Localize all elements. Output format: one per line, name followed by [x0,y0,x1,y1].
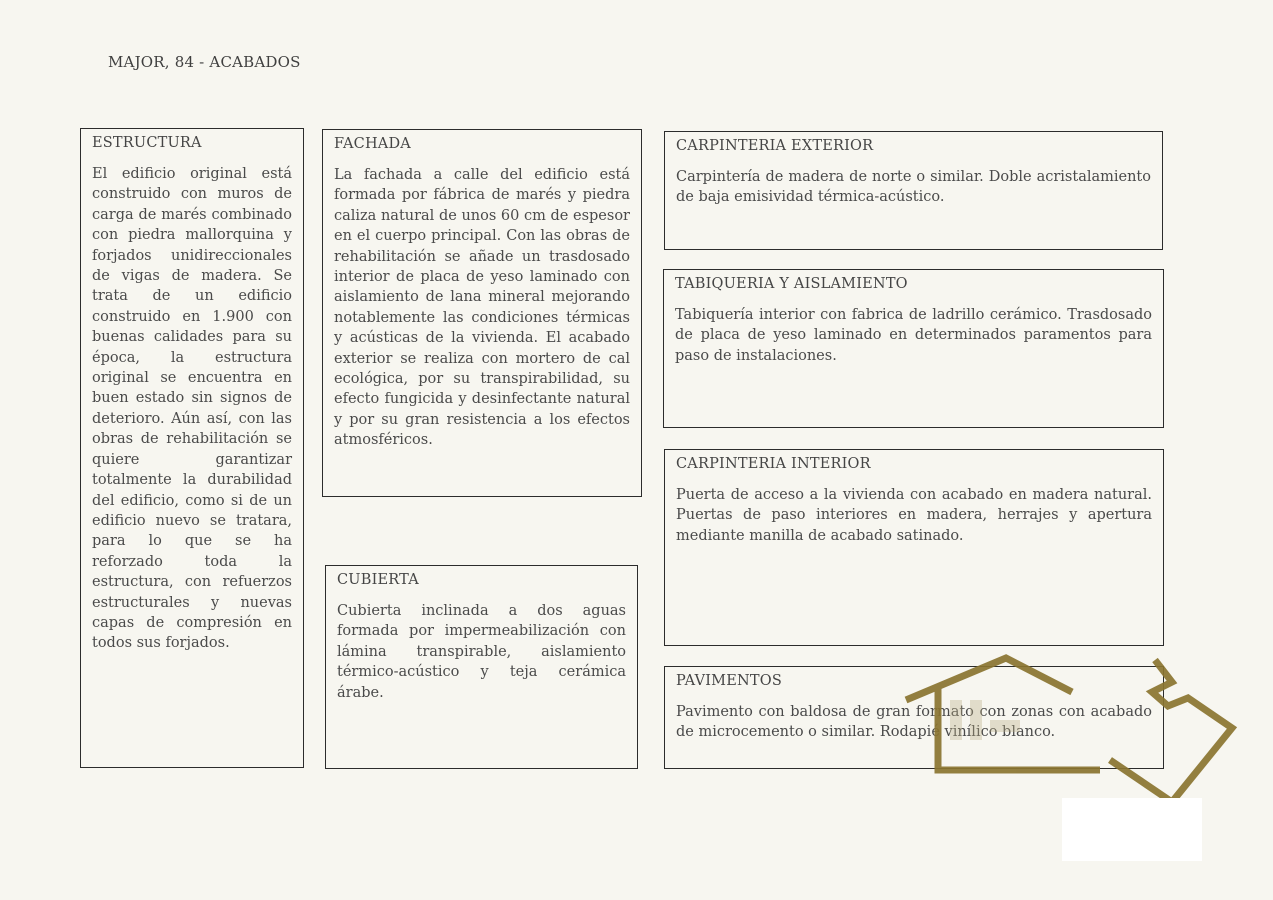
section-body: Puerta de acceso a la vivienda con acabado en madera natural. Puertas de paso interiores en madera, herrajes y apertura mediante manilla de acabado satinado. [676,487,1152,544]
section-body: Cubierta inclinada a dos aguas formada por impermeabilización con lámina transpirable, aislamiento térmico-acústico y teja cerámica árabe. [337,603,626,701]
section-title: FACHADA [334,136,411,152]
section-body: Pavimento con baldosa de gran formato con zonas con acabado de microcemento o similar. Rodapié vinílico blanco. [676,704,1152,741]
section-body: La fachada a calle del edificio está formada por fábrica de marés y piedra caliza natural de unos 60 cm de espesor en el cuerpo principal. Con las obras de rehabilitación se añade un trasdosado interior de placa de yeso laminado con aislamiento de lana mineral mejorando notablemente las condiciones térmicas y acústicas de la vivienda. El acabado exterior se realiza con mortero de cal ecológica, por su transpirabilidad, su efecto fungicida y desinfectante natural y por su gran resistencia a los efectos atmosféricos. [334,167,630,449]
section-title: TABIQUERIA Y AISLAMIENTO [675,276,908,292]
section-title: CARPINTERIA EXTERIOR [676,138,874,154]
section-pavimentos [664,666,1164,769]
white-patch [1062,798,1202,861]
section-title: PAVIMENTOS [676,673,782,689]
section-body: Carpintería de madera de norte o similar. Doble acristalamiento de baja emisividad térmica-acústico. [676,169,1151,206]
section-title: ESTRUCTURA [92,135,202,151]
section-estructura [80,128,304,768]
section-carpinteria-exterior [664,131,1163,250]
section-tabiqueria [663,269,1164,428]
section-title: CUBIERTA [337,572,419,588]
section-body: El edificio original está construido con muros de carga de marés combinado con piedra mallorquina y forjados unidireccionales de vigas de madera. Se trata de un edificio construido en 1.900 con buenas calidades para su época, la estructura original se encuentra en buen estado sin signos de deterioro. Aún así, con las obras de rehabilitación se quiere garantizar totalmente la durabilidad del edificio, como si de un edificio nuevo se tratara, para lo que se ha reforzado toda la estructura, con refuerzos estructurales y nuevas capas de compresión en todos sus forjados. [92,166,292,652]
page-title: MAJOR, 84 - ACABADOS [108,53,301,71]
section-cubierta [325,565,638,769]
section-carpinteria-interior [664,449,1164,646]
section-body: Tabiquería interior con fabrica de ladrillo cerámico. Trasdosado de placa de yeso laminado en determinados paramentos para paso de instalaciones. [675,307,1152,364]
section-title: CARPINTERIA INTERIOR [676,456,871,472]
section-fachada [322,129,642,497]
